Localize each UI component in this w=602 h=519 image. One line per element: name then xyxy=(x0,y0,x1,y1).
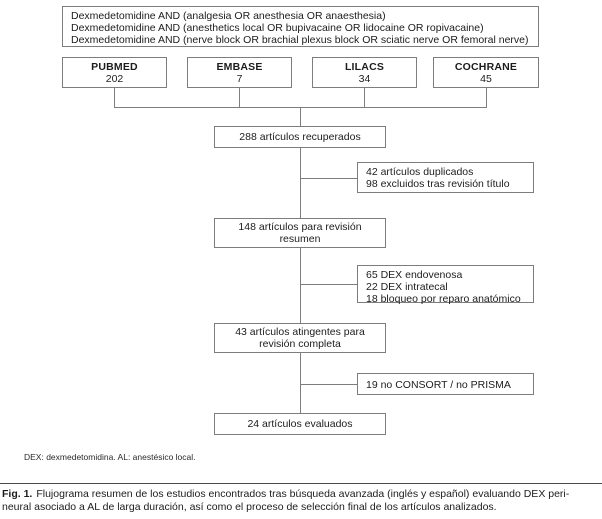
retrieved-label: 288 artículos recuperados xyxy=(239,131,361,143)
database-box-embase xyxy=(187,57,292,88)
abbreviations-footnote: DEX: dexmedetomidina. AL: anestésico local. xyxy=(24,452,196,462)
evaluated-box xyxy=(214,413,386,435)
database-count-lilacs: 34 xyxy=(358,72,371,85)
abstract-review-box xyxy=(214,218,386,248)
connector-branch-excluded-abstract xyxy=(300,284,357,285)
excluded-title-box xyxy=(357,162,534,193)
search-strategy-line-1: Dexmedetomidine AND (analgesia OR anesthesia OR anaesthesia) xyxy=(71,10,386,22)
excluded-title-line-1: 42 artículos duplicados xyxy=(366,166,474,178)
excluded-abstract-line-3: 18 bloqueo por reparo anatómico xyxy=(366,293,521,305)
connector-branch-excluded-title xyxy=(300,178,357,179)
search-strategy-box xyxy=(62,6,539,47)
connector-retrieved-to-abstract xyxy=(300,148,301,218)
figure-caption-text-line2: neural asociado a AL de larga duración, así como el proceso de selección final de los artículos analizados. xyxy=(2,501,497,513)
connector-embase-stub xyxy=(239,88,240,107)
database-name-lilacs: LILACS xyxy=(344,60,385,73)
excluded-reporting-box xyxy=(357,373,534,395)
excluded-reporting-label: 19 no CONSORT / no PRISMA xyxy=(366,378,511,391)
abstract-review-line-1: 148 artículos para revisión xyxy=(238,221,362,233)
figure-caption-label: Fig. 1. xyxy=(2,488,33,500)
evaluated-label: 24 artículos evaluados xyxy=(247,418,353,430)
database-box-pubmed xyxy=(62,57,167,88)
connector-cochrane-stub xyxy=(486,88,487,107)
full-review-box xyxy=(214,323,386,353)
excluded-abstract-box xyxy=(357,265,534,303)
excluded-title-line-2: 98 excluidos tras revisión título xyxy=(366,178,510,190)
database-count-pubmed: 202 xyxy=(105,72,124,85)
connector-abstract-to-full xyxy=(300,248,301,323)
full-review-line-2: revisión completa xyxy=(259,338,341,350)
search-strategy-line-3: Dexmedetomidine AND (nerve block OR brachial plexus block OR sciatic nerve OR femoral nerve) xyxy=(71,34,529,46)
connector-full-to-evaluated xyxy=(300,353,301,413)
database-name-cochrane: COCHRANE xyxy=(454,60,518,73)
database-count-embase: 7 xyxy=(236,72,243,85)
retrieved-box xyxy=(214,126,386,148)
full-review-line-1: 43 artículos atingentes para xyxy=(235,326,365,338)
database-box-lilacs xyxy=(312,57,417,88)
abstract-review-line-2: resumen xyxy=(279,233,321,245)
connector-gather-drop xyxy=(300,107,301,126)
search-strategy-line-2: Dexmedetomidine AND (anesthetics local OR bupivacaine OR lidocaine OR ropivacaine) xyxy=(71,22,484,34)
database-count-cochrane: 45 xyxy=(480,72,492,85)
database-name-pubmed: PUBMED xyxy=(91,60,138,73)
figure-caption-text-line1: Flujograma resumen de los estudios encontrados tras búsqueda avanzada (inglés y español) evaluando DEX peri- xyxy=(36,488,570,500)
connector-lilacs-stub xyxy=(364,88,365,107)
caption-divider xyxy=(0,483,602,484)
database-name-embase: EMBASE xyxy=(216,60,263,73)
figure-caption xyxy=(2,488,601,514)
excluded-abstract-line-2: 22 DEX intratecal xyxy=(366,281,448,293)
connector-pubmed-stub xyxy=(114,88,115,107)
connector-branch-excluded-reporting xyxy=(300,384,357,385)
excluded-abstract-line-1: 65 DEX endovenosa xyxy=(366,269,463,281)
database-box-cochrane xyxy=(433,57,539,88)
